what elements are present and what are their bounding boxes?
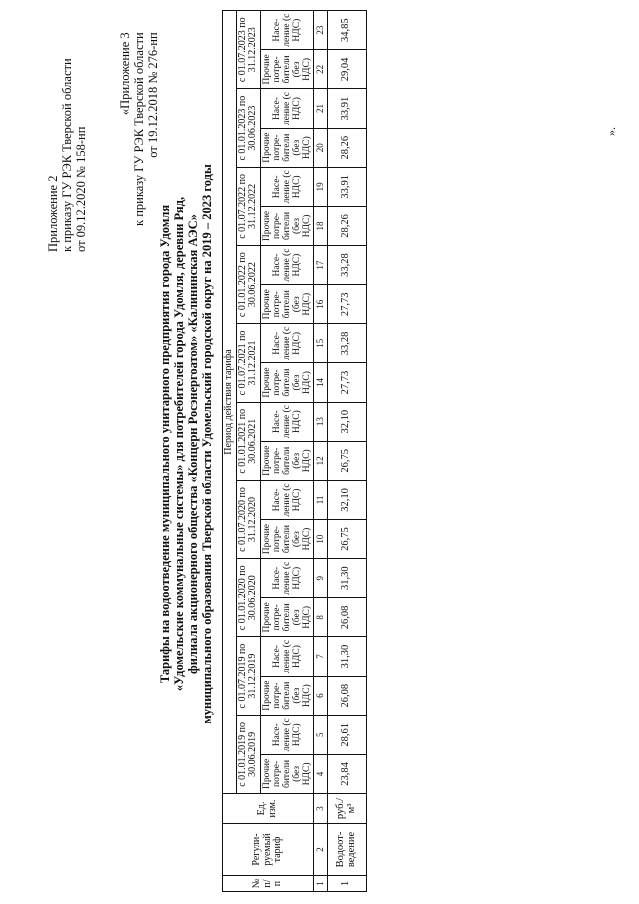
population-cell: Насе-ление (с НДС) <box>260 11 313 50</box>
tariff-value-cell: 31,30 <box>327 559 366 598</box>
population-cell: Насе-ление (с НДС) <box>260 559 313 598</box>
other-consumers-cell: Прочие потре-бители (без НДС) <box>260 50 313 89</box>
tariff-table <box>222 10 367 892</box>
document-title <box>158 44 214 844</box>
title-line: Тарифы на водоотведение муниципального унитарного предприятия города Удомля <box>158 204 172 684</box>
tariff-value-cell: 33,28 <box>327 246 366 285</box>
appendix-3-line: от 19.12.2018 № 276-нп <box>146 32 160 158</box>
column-number-cell: 22 <box>313 50 327 89</box>
period-cell: с 01.07.2019 по 31.12.2019 <box>236 637 260 715</box>
other-consumers-cell: Прочие потре-бители (без НДС) <box>260 285 313 324</box>
column-number-cell: 18 <box>313 206 327 245</box>
unit-cell: руб./м³ <box>327 794 366 824</box>
period-cell: с 01.01.2020 по 30.06.2020 <box>236 559 260 637</box>
other-consumers-cell: Прочие потре-бители (без НДС) <box>260 598 313 637</box>
appendix-2-line: от 09.12.2020 № 158-нп <box>74 126 88 252</box>
header-row <box>223 11 237 892</box>
appendix-3-line: к приказу ГУ РЭК Тверской области <box>132 32 146 226</box>
column-number-cell: 12 <box>313 441 327 480</box>
population-cell: Насе-ление (с НДС) <box>260 637 313 676</box>
population-cell: Насе-ление (с НДС) <box>260 402 313 441</box>
period-header: Период действия тарифа <box>223 11 237 794</box>
tariff-value-cell: 27,73 <box>327 363 366 402</box>
tariff-value-cell: 26,75 <box>327 441 366 480</box>
appendix-2-line: к приказу ГУ РЭК Тверской области <box>60 58 74 252</box>
other-consumers-cell: Прочие потре-бители (без НДС) <box>260 676 313 715</box>
column-number-cell: 2 <box>313 824 327 876</box>
period-cell: с 01.01.2023 по 30.06.2023 <box>236 89 260 167</box>
tariff-value-cell: 31,30 <box>327 637 366 676</box>
col-number-header: № п/п <box>223 876 314 892</box>
column-number-cell: 17 <box>313 246 327 285</box>
column-number-cell: 10 <box>313 520 327 559</box>
column-number-cell: 5 <box>313 715 327 754</box>
appendix-3-line: «Приложение 3 <box>118 32 132 116</box>
title-line: муниципального образования Тверской области Удомельский городской округ на 2019 – 2023 годы <box>200 164 214 724</box>
tariff-value-cell: 33,91 <box>327 89 366 128</box>
other-consumers-cell: Прочие потре-бители (без НДС) <box>260 363 313 402</box>
period-cell: с 01.01.2022 по 30.06.2022 <box>236 246 260 324</box>
column-number-cell: 19 <box>313 167 327 206</box>
period-cell: с 01.07.2022 по 31.12.2022 <box>236 167 260 245</box>
col-unit-header: Ед. изм. <box>223 794 314 824</box>
other-consumers-cell: Прочие потре-бители (без НДС) <box>260 128 313 167</box>
column-number-cell: 20 <box>313 128 327 167</box>
table-row <box>327 11 366 892</box>
col-tariff-header: Регули-руемый тариф <box>223 824 314 876</box>
column-number-cell: 23 <box>313 11 327 50</box>
appendix-2-line: Приложение 2 <box>46 175 60 252</box>
population-cell: Насе-ление (с НДС) <box>260 246 313 285</box>
tariff-value-cell: 28,61 <box>327 715 366 754</box>
column-number-cell: 3 <box>313 794 327 824</box>
tariff-value-cell: 33,28 <box>327 324 366 363</box>
tariff-value-cell: 26,75 <box>327 520 366 559</box>
column-number-cell: 9 <box>313 559 327 598</box>
column-number-cell: 14 <box>313 363 327 402</box>
period-row <box>236 11 260 892</box>
column-number-row <box>313 11 327 892</box>
tariff-name: Водоот-ведение <box>327 824 366 876</box>
tariff-value-cell: 28,26 <box>327 128 366 167</box>
column-number-cell: 6 <box>313 676 327 715</box>
population-cell: Насе-ление (с НДС) <box>260 167 313 206</box>
population-cell: Насе-ление (с НДС) <box>260 480 313 519</box>
appendix-3-reference <box>118 32 160 226</box>
appendix-2-reference <box>46 58 88 252</box>
other-consumers-cell: Прочие потре-бители (без НДС) <box>260 520 313 559</box>
closing-quote: ». <box>604 127 618 136</box>
tariff-value-cell: 32,10 <box>327 480 366 519</box>
column-number-cell: 21 <box>313 89 327 128</box>
column-number-cell: 4 <box>313 754 327 793</box>
period-cell: с 01.01.2019 по 30.06.2019 <box>236 715 260 793</box>
title-line: филиала акционерного общества «Концерн Росэнергоатом» «Калининская АЭС» <box>186 214 200 674</box>
column-number-cell: 8 <box>313 598 327 637</box>
tariff-value-cell: 26,08 <box>327 676 366 715</box>
row-number: 1 <box>327 876 366 892</box>
period-cell: с 01.07.2021 по 31.12.2021 <box>236 324 260 402</box>
column-number-cell: 11 <box>313 480 327 519</box>
period-cell: с 01.01.2021 по 30.06.2021 <box>236 402 260 480</box>
tariff-value-cell: 28,26 <box>327 206 366 245</box>
period-cell: с 01.07.2020 по 31.12.2020 <box>236 480 260 558</box>
population-cell: Насе-ление (с НДС) <box>260 324 313 363</box>
column-number-cell: 1 <box>313 876 327 892</box>
tariff-value-cell: 26,08 <box>327 598 366 637</box>
other-consumers-cell: Прочие потре-бители (без НДС) <box>260 206 313 245</box>
column-number-cell: 15 <box>313 324 327 363</box>
tariff-value-cell: 23,84 <box>327 754 366 793</box>
tariff-value-cell: 32,10 <box>327 402 366 441</box>
tariff-value-cell: 33,91 <box>327 167 366 206</box>
consumer-row <box>260 11 313 892</box>
tariff-value-cell: 27,73 <box>327 285 366 324</box>
other-consumers-cell: Прочие потре-бители (без НДС) <box>260 441 313 480</box>
tariff-value-cell: 29,04 <box>327 50 366 89</box>
column-number-cell: 16 <box>313 285 327 324</box>
population-cell: Насе-ление (с НДС) <box>260 715 313 754</box>
title-line: «Удомельские коммунальные системы» для потребителей города Удомля, деревни Ряд, <box>172 196 186 692</box>
column-number-cell: 13 <box>313 402 327 441</box>
tariff-value-cell: 34,85 <box>327 11 366 50</box>
column-number-cell: 7 <box>313 637 327 676</box>
period-cell: с 01.07.2023 по 31.12.2023 <box>236 11 260 89</box>
other-consumers-cell: Прочие потре-бители (без НДС) <box>260 754 313 793</box>
population-cell: Насе-ление (с НДС) <box>260 89 313 128</box>
